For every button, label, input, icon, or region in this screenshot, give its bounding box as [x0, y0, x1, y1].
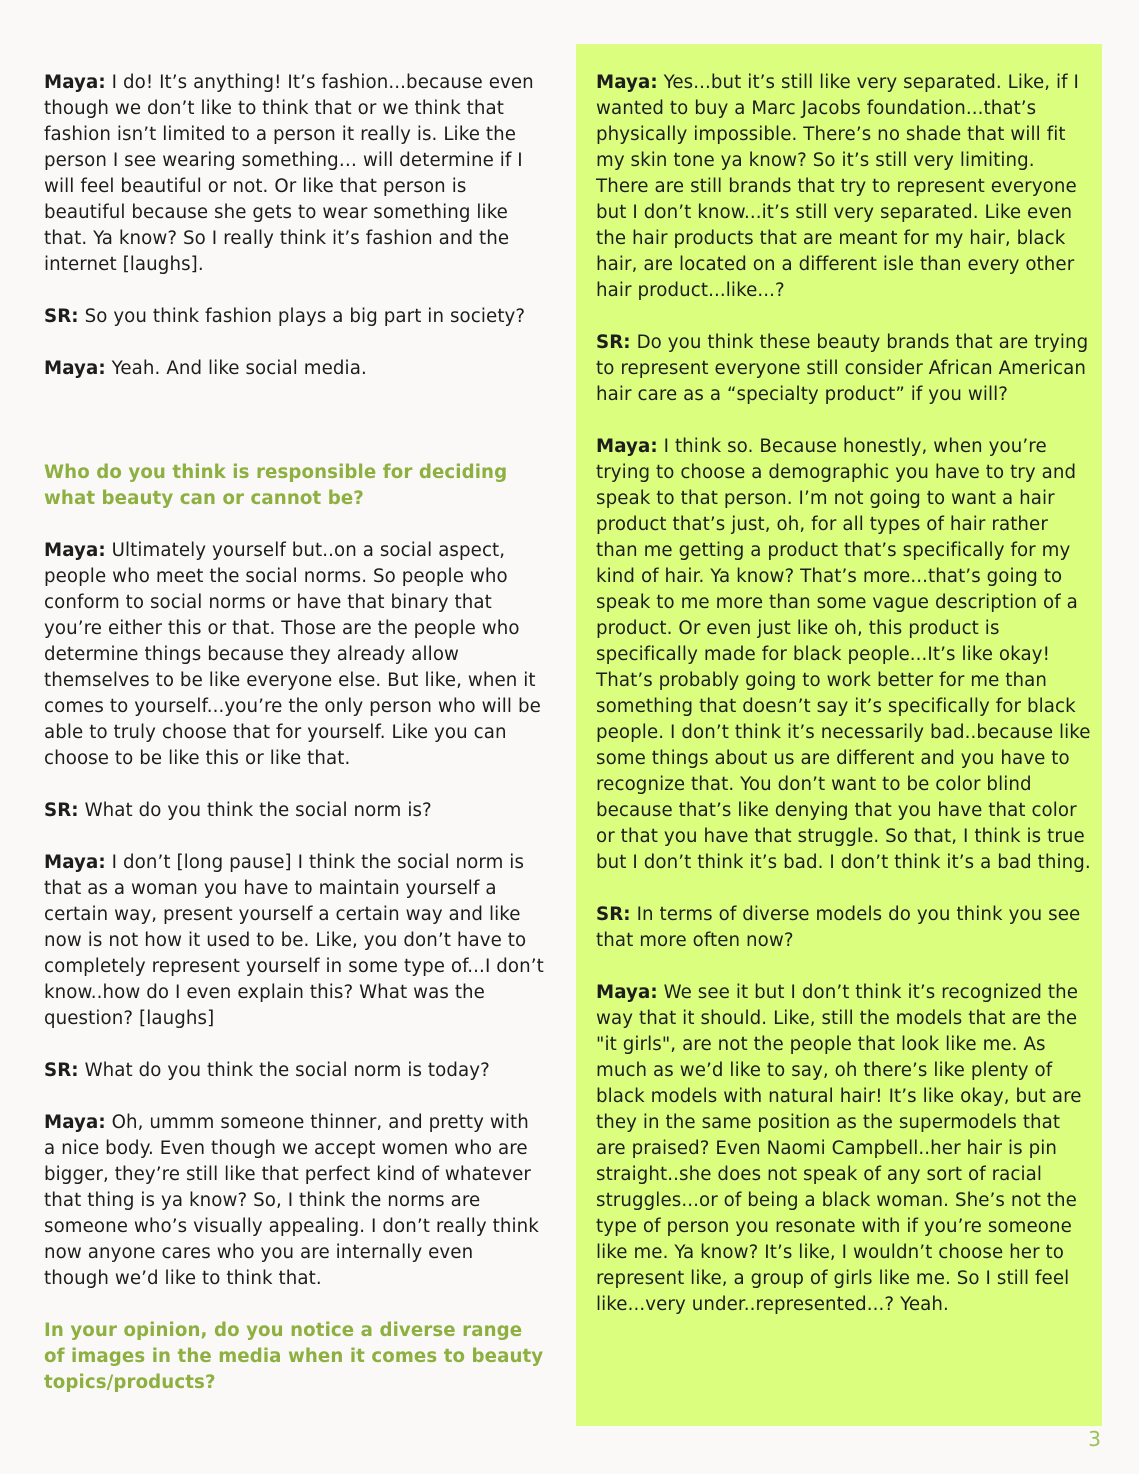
paragraph-text: Oh, ummm someone thinner, and pretty with a nice body. Even though we accept women who are bigger, they’re still like that perfect kind of whatever that thing is ya know? So, I think the norms are someone who’s visually appealing. I don’t really think now anyone cares who you are internally even though we’d like to think that. [44, 1112, 539, 1289]
answer-paragraph [596, 70, 1091, 304]
paragraph-text: In terms of diverse models do you think you see that more often now? [596, 904, 1081, 951]
paragraph-text: I don’t [long pause] I think the social norm is that as a woman you have to maintain yourself a certain way, present yourself a certain way and like now is not how it used to be. Like, you don’t have to completely represent yourself in some type of...I don’t know..how do I even explain this? What was the question? [laughs] [44, 852, 544, 1029]
question-paragraph [596, 902, 1091, 954]
speaker-label: Maya: [596, 982, 658, 1003]
speaker-label: Maya: [596, 436, 658, 457]
question-paragraph [596, 330, 1091, 408]
speaker-label: Maya: [596, 72, 658, 93]
paragraph-text: Yeah. And like social media. [105, 358, 367, 379]
speaker-label: Maya: [44, 358, 106, 379]
speaker-label: SR: [44, 1060, 79, 1081]
speaker-label: SR: [44, 800, 79, 821]
speaker-label: SR: [596, 904, 631, 925]
question-paragraph [44, 798, 544, 824]
answer-paragraph [44, 70, 544, 278]
left-column [44, 70, 544, 1422]
paragraph-text: What do you think the social norm is today? [78, 1060, 490, 1081]
answer-paragraph [44, 356, 544, 382]
speaker-label: SR: [596, 332, 631, 353]
page-number: 3 [1088, 1427, 1101, 1451]
speaker-label: Maya: [44, 540, 106, 561]
section-gap [44, 408, 544, 434]
paragraph-text: What do you think the social norm is? [78, 800, 432, 821]
interview-question-heading: In your opinion, do you notice a diverse range of images in the media when it comes to beauty topics/products? [44, 1320, 544, 1393]
speaker-label: SR: [44, 306, 79, 327]
speaker-label: Maya: [44, 852, 106, 873]
question-paragraph [44, 304, 544, 330]
speaker-label: Maya: [44, 1112, 106, 1133]
answer-paragraph [596, 980, 1091, 1318]
paragraph-text: We see it but I don’t think it’s recognized the way that it should. Like, still the models that are the "it girls", are not the people that look like me. As much as we’d like to say, oh there’s like plenty of black models with natural hair! It’s like okay, but are they in the same position as the supermodels that are praised? Even Naomi Campbell..her hair is pin straight..she does not speak of any sort of racial struggles...or of being a black woman. She’s not the type of person you resonate with if you’re someone like me. Ya know? It’s like, I wouldn’t choose her to represent like, a group of girls like me. So I still feel like...very under..represented...? Yeah. [596, 982, 1082, 1315]
interview-question-heading: Who do you think is responsible for deciding what beauty can or cannot be? [44, 462, 508, 509]
answer-paragraph [44, 538, 544, 772]
paragraph-text: So you think fashion plays a big part in society? [78, 306, 526, 327]
paragraph-text: I do! It’s anything! It’s fashion...because even though we don’t like to think that or we think that fashion isn’t limited to a person it really is. Like the person I see wearing something… will determine if I will feel beautiful or not. Or like that person is beautiful because she gets to wear something like that. Ya know? So I really think it’s fashion and the internet [laughs]. [44, 72, 534, 275]
speaker-label: Maya: [44, 72, 106, 93]
answer-paragraph [44, 1110, 544, 1292]
answer-paragraph [596, 434, 1091, 876]
paragraph-text: Ultimately yourself but..on a social aspect, people who meet the social norms. So people who conform to social norms or have that binary that you’re either this or that. Those are the people who determine things because they already allow themselves to be like everyone else. But like, when it comes to yourself...you’re the only person who will be able to truly choose that for yourself. Like you can choose to be like this or like that. [44, 540, 541, 769]
right-column [596, 70, 1091, 1344]
paragraph-text: Yes...but it’s still like very separated. Like, if I wanted to buy a Marc Jacobs foundation...that’s physically impossible. There’s no shade that will fit my skin tone ya know? So it’s still very limiting. There are still brands that try to represent everyone but I don’t know...it’s still very separated. Like even the hair products that are meant for my hair, black hair, are located on a different isle than every other hair product...like...? [596, 72, 1080, 301]
section-gap [44, 434, 544, 460]
paragraph-text: Do you think these beauty brands that are trying to represent everyone still consider African American hair care as a “specialty product” if you will? [596, 332, 1089, 405]
paragraph-text: I think so. Because honestly, when you’re trying to choose a demographic you have to try and speak to that person. I’m not going to want a hair product that’s just, oh, for all types of hair rather than me getting a product that’s specifically for my kind of hair. Ya know? That’s more...that’s going to speak to me more than some vague description of a product. Or even just like oh, this product is specifically made for black people...It’s like okay! That’s probably going to work better for me than something that doesn’t say it’s specifically for black people. I don’t think it’s necessarily bad..because like some things about us are different and you have to recognize that. You don’t want to be color blind because that’s like denying that you have that color or that you have that struggle. So that, I think is true but I don’t think it’s bad. I don’t think it’s a bad thing. [596, 436, 1091, 873]
answer-paragraph [44, 850, 544, 1032]
question-paragraph [44, 1058, 544, 1084]
